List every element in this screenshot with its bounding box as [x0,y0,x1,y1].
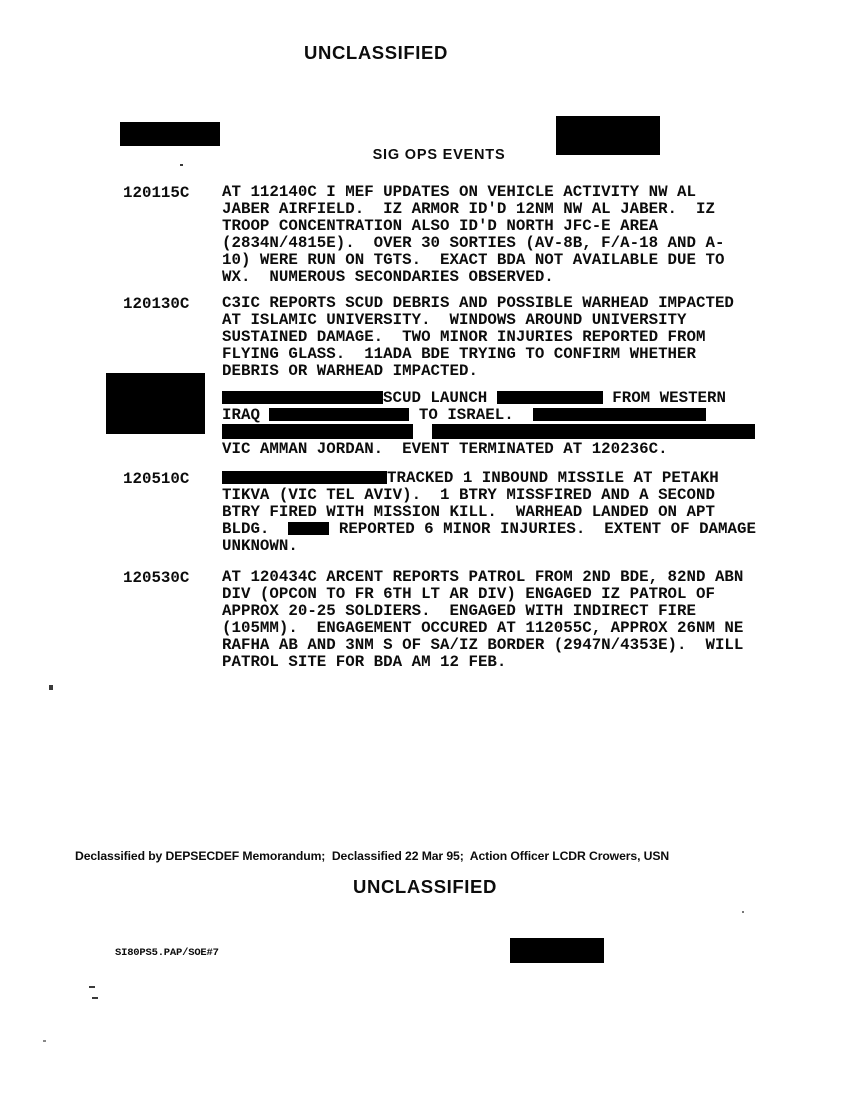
event-text-line: JABER AIRFIELD. IZ ARMOR ID'D 12NM NW AL JABER. IZ [222,200,715,218]
event-text-line [222,424,755,441]
scan-artifact [92,997,98,999]
event-dtg: 120510C [123,470,190,488]
scan-artifact [43,1040,46,1042]
event-text [222,390,755,458]
redaction-inline [288,522,329,535]
scan-artifact [180,164,183,166]
event-text-line: AT 112140C I MEF UPDATES ON VEHICLE ACTIVITY NW AL [222,183,696,201]
redaction-box-header-left [120,122,220,146]
redaction-inline [222,391,383,404]
redaction-box-entry3-dtg [106,373,205,434]
event-text-line: AT ISLAMIC UNIVERSITY. WINDOWS AROUND UNIVERSITY [222,311,687,329]
redaction-inline [269,408,409,421]
redaction-inline [533,408,706,421]
event-text [222,184,724,286]
redaction-box-footer-right [510,938,604,963]
redaction-inline [222,424,413,439]
event-text-line: BTRY FIRED WITH MISSION KILL. WARHEAD LANDED ON APT [222,503,715,521]
classification-footer: UNCLASSIFIED [353,876,497,897]
event-text-line: WX. NUMEROUS SECONDARIES OBSERVED. [222,268,554,286]
event-text-line: DIV (OPCON TO FR 6TH LT AR DIV) ENGAGED IZ PATROL OF [222,585,715,603]
event-text-line: BLDG. REPORTED 6 MINOR INJURIES. EXTENT OF DAMAGE [222,520,756,538]
event-text [222,569,743,671]
redaction-inline [432,424,755,439]
redaction-box-header-right [556,116,660,155]
scan-artifact [89,986,95,988]
event-dtg: 120130C [123,295,190,313]
scan-artifact [49,685,53,690]
event-text-line: SUSTAINED DAMAGE. TWO MINOR INJURIES REPORTED FROM [222,328,706,346]
event-text [222,295,734,380]
event-text-line: SCUD LAUNCH FROM WESTERN [222,390,755,407]
classification-header: UNCLASSIFIED [304,42,448,63]
event-text-line: UNKNOWN. [222,537,298,555]
document-reference: SI80PS5.PAP/SOE#7 [115,947,219,959]
event-text-line: APPROX 20-25 SOLDIERS. ENGAGED WITH INDIRECT FIRE [222,602,696,620]
redaction-inline [497,391,603,404]
scan-artifact [742,911,744,913]
event-text-line: RAFHA AB AND 3NM S OF SA/IZ BORDER (2947N/4353E). WILL [222,636,744,654]
event-text-line: C3IC REPORTS SCUD DEBRIS AND POSSIBLE WARHEAD IMPACTED [222,294,734,312]
event-text-line: PATROL SITE FOR BDA AM 12 FEB. [222,653,507,671]
event-text-line: TROOP CONCENTRATION ALSO ID'D NORTH JFC-E AREA [222,217,659,235]
event-text-line: IRAQ TO ISRAEL. [222,407,755,424]
event-text-line: TIKVA (VIC TEL AVIV). 1 BTRY MISSFIRED AND A SECOND [222,486,715,504]
event-text-line: (2834N/4815E). OVER 30 SORTIES (AV-8B, F/A-18 AND A- [222,234,725,252]
page-title: SIG OPS EVENTS [372,147,506,163]
redaction-inline [222,471,387,484]
event-dtg: 120115C [123,184,190,202]
event-dtg: 120530C [123,569,190,587]
event-text-line: TRACKED 1 INBOUND MISSILE AT PETAKH [222,470,756,487]
event-text-line: DEBRIS OR WARHEAD IMPACTED. [222,362,478,380]
event-text-line: AT 120434C ARCENT REPORTS PATROL FROM 2ND BDE, 82ND ABN [222,568,744,586]
declassification-note: Declassified by DEPSECDEF Memorandum; Declassified 22 Mar 95; Action Officer LCDR Crowers, USN [75,849,670,863]
event-text-line: VIC AMMAN JORDAN. EVENT TERMINATED AT 120236C. [222,440,668,458]
event-text [222,470,756,555]
event-text-line: (105MM). ENGAGEMENT OCCURED AT 112055C, APPROX 26NM NE [222,619,744,637]
event-text-line: 10) WERE RUN ON TGTS. EXACT BDA NOT AVAILABLE DUE TO [222,251,725,269]
event-text-line: FLYING GLASS. 11ADA BDE TRYING TO CONFIRM WHETHER [222,345,696,363]
